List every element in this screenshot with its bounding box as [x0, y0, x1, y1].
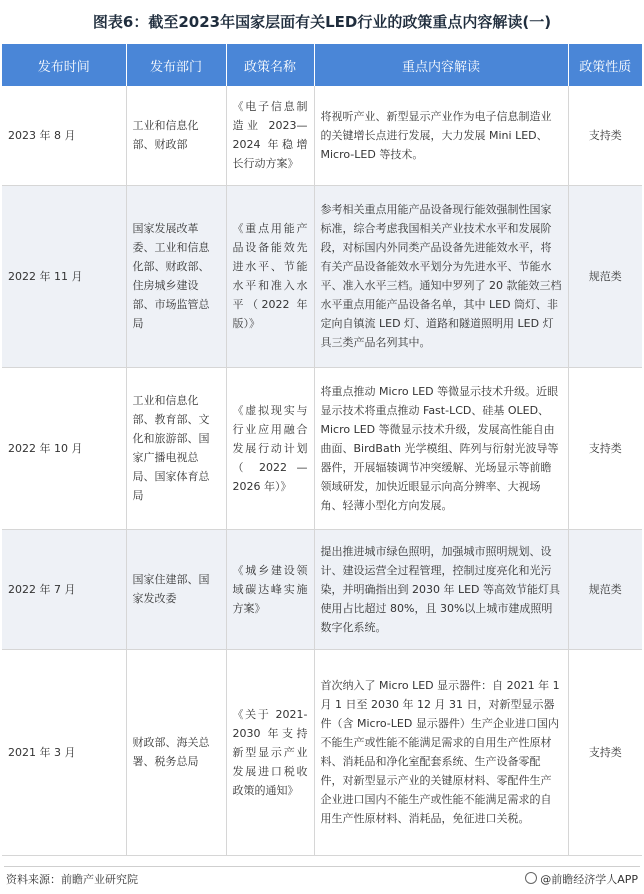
- cell-name: 《关于 2021-2030 年支持新型显示产业发展进口税收政策的通知》: [226, 649, 314, 855]
- source-text: 资料来源：前瞻产业研究院: [6, 873, 138, 886]
- cell-content: 参考相关重点用能产品设备现行能效强制性国家标准，综合考虑我国相关产业技术水平和发展阶段，对标国内外同类产品设备先进能效水平，将有关产品设备能效水平划分为先进水平、节能水平、准入水平三档。通知中罗列了 20 款能效三档水平重点用能产品设备名单，其中 LED 筒灯、非定向自镇流 LED 灯、道路和隧道照明用 LED 灯具三类产品名列其中。: [314, 185, 568, 367]
- cell-type: 支持类: [568, 367, 642, 529]
- header-content: 重点内容解读: [314, 44, 568, 86]
- cell-type: 规范类: [568, 185, 642, 367]
- table-row: [2, 367, 642, 529]
- cell-content: 将重点推动 Micro LED 等微显示技术升级。近眼显示技术将重点推动 Fast-LCD、硅基 OLED、Micro LED 等微显示技术升级，发展高性能自由曲面、BirdBath 光学模组、阵列与衍射光波导等器件，开展辐辏调节冲突缓解、光场显示等前瞻领域研发，加快近眼显示向高分辨率、大视场角、轻薄小型化方向发展。: [314, 367, 568, 529]
- chart-title: 图表6：截至2023年国家层面有关LED行业的政策重点内容解读(一): [92, 13, 552, 31]
- header-date: 发布时间: [2, 44, 126, 86]
- table-row: [2, 529, 642, 649]
- table-row: [2, 185, 642, 367]
- header-type: 政策性质: [568, 44, 642, 86]
- cell-type: 支持类: [568, 86, 642, 185]
- cell-date: 2023 年 8 月: [2, 86, 126, 185]
- cell-name: 《重点用能产品设备能效先进水平、节能水平和准入水平（2022 年版）》: [226, 185, 314, 367]
- footer: [4, 866, 640, 889]
- cell-date: 2022 年 11 月: [2, 185, 126, 367]
- cell-content: 首次纳入了 Micro LED 显示器件：自 2021 年 1 月 1 日至 2030 年 12 月 31 日，对新型显示器件（含 Micro-LED 显示器件）生产企业进口国内不能生产或性能不能满足需求的自用生产性原材料、消耗品和净化室配套系统、生产设备零配件，对新型显示产业的关键原材料、零配件生产企业进口国内不能生产或性能不能满足需求的自用生产性原材料、消耗品，免征进口关税。: [314, 649, 568, 855]
- header-dept: 发布部门: [126, 44, 226, 86]
- cell-dept: 国家住建部、国家发改委: [126, 529, 226, 649]
- cell-date: 2022 年 7 月: [2, 529, 126, 649]
- table-header-row: [2, 44, 642, 86]
- cell-date: 2022 年 10 月: [2, 367, 126, 529]
- brand-text: @前瞻经济学人APP: [540, 873, 638, 886]
- table-row: [2, 86, 642, 185]
- policy-table: [2, 44, 642, 856]
- cell-dept: 工业和信息化部、财政部: [126, 86, 226, 185]
- cell-content: 提出推进城市绿色照明，加强城市照明规划、设计、建设运营全过程管理，控制过度亮化和光污染，并明确指出到 2030 年 LED 等高效节能灯具使用占比超过 80%，且 30%以上城市建成照明数字化系统。: [314, 529, 568, 649]
- cell-dept: 工业和信息化部、教育部、文化和旅游部、国家广播电视总局、国家体育总局: [126, 367, 226, 529]
- header-name: 政策名称: [226, 44, 314, 86]
- table-row: [2, 649, 642, 855]
- cell-name: 《城乡建设领域碳达峰实施方案》: [226, 529, 314, 649]
- cell-date: 2021 年 3 月: [2, 649, 126, 855]
- cell-type: 规范类: [568, 529, 642, 649]
- cell-content: 将视听产业、新型显示产业作为电子信息制造业的关键增长点进行发展，大力发展 Mini LED、Micro-LED 等技术。: [314, 86, 568, 185]
- brand-credit: [525, 871, 638, 887]
- cell-dept: 财政部、海关总署、税务总局: [126, 649, 226, 855]
- cell-name: 《虚拟现实与行业应用融合发展行动计划（ 2022 — 2026 年）》: [226, 367, 314, 529]
- cell-dept: 国家发展改革委、工业和信息化部、财政部、住房城乡建设部、市场监管总局: [126, 185, 226, 367]
- cell-name: 《电子信息制造业 2023—2024 年稳增长行动方案》: [226, 86, 314, 185]
- cell-type: 支持类: [568, 649, 642, 855]
- brand-logo-icon: [525, 872, 537, 884]
